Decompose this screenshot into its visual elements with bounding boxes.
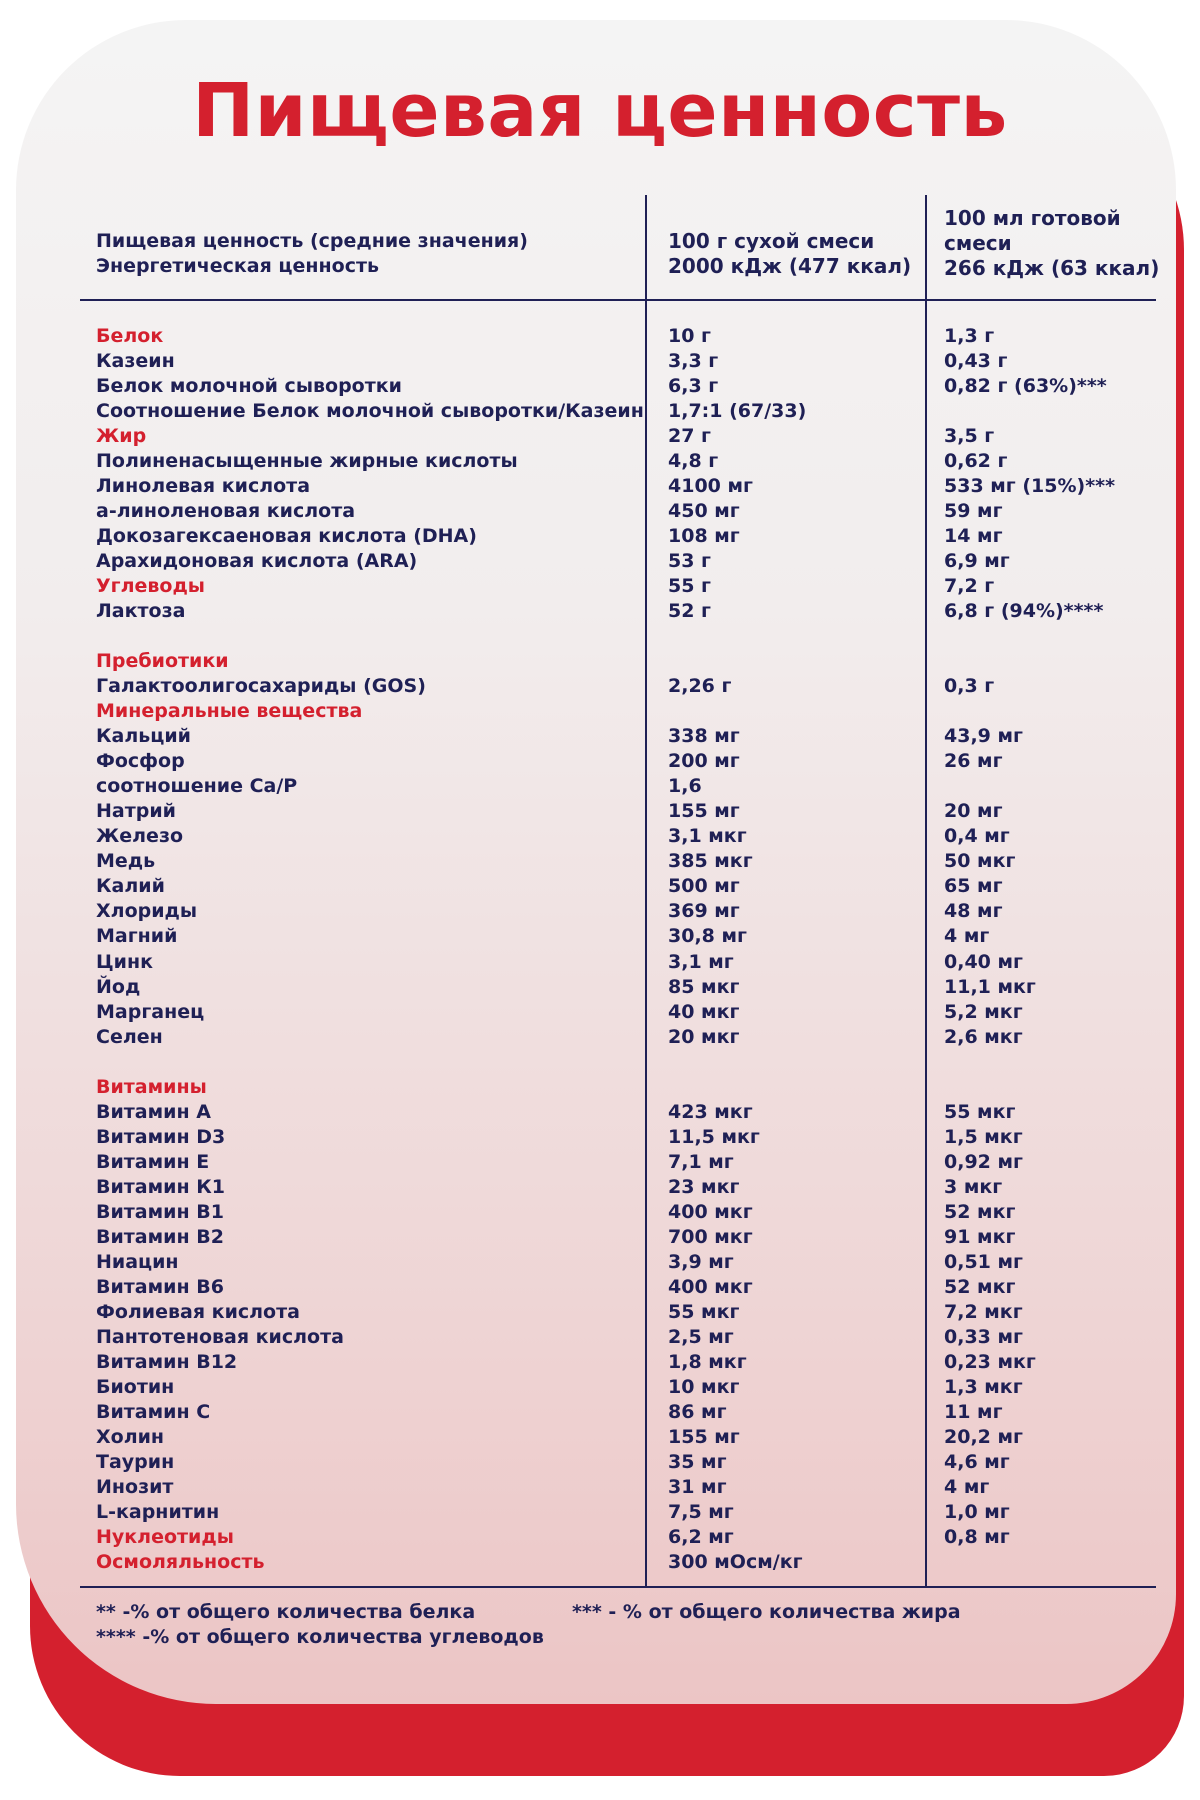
footnote-protein: ** -% от общего количества белка: [96, 1601, 476, 1623]
nutrient-name: Таурин: [96, 1451, 175, 1473]
value-ready: 55 мкг: [944, 1101, 1016, 1123]
header-divider: [80, 299, 1156, 301]
value-ready: 0,33 мг: [944, 1326, 1023, 1348]
nutrient-name: Витамин С: [96, 1401, 211, 1423]
nutrient-name: Марганец: [96, 1001, 205, 1023]
value-dry: 3,3 г: [668, 350, 719, 372]
value-dry: 155 мг: [668, 800, 740, 822]
category-label: Осмоляльность: [96, 1551, 265, 1573]
value-dry: 4100 мг: [668, 475, 753, 497]
value-ready: 11,1 мкг: [944, 976, 1036, 998]
value-dry: 3,1 мг: [668, 951, 734, 973]
value-ready: 26 мг: [944, 750, 1003, 772]
value-dry: 400 мкг: [668, 1201, 753, 1223]
value-ready: 5,2 мкг: [944, 1001, 1023, 1023]
nutrient-name: Белок молочной сыворотки: [96, 375, 402, 397]
value-ready: 0,43 г: [944, 350, 1008, 372]
value-ready: 7,2 мкг: [944, 1301, 1023, 1323]
value-ready: 0,8 мг: [944, 1526, 1010, 1548]
value-ready: 48 мг: [944, 900, 1003, 922]
category-label: Белок: [96, 325, 164, 347]
value-dry: 10 мкг: [668, 1376, 740, 1398]
nutrient-name: Холин: [96, 1426, 165, 1448]
header-col-name-line2: Энергетическая ценность: [96, 255, 379, 277]
value-dry: 35 мг: [668, 1451, 727, 1473]
nutrient-name: Биотин: [96, 1376, 175, 1398]
value-ready: 0,23 мкг: [944, 1351, 1036, 1373]
value-ready: 2,6 мкг: [944, 1026, 1023, 1048]
value-dry: 85 мкг: [668, 976, 740, 998]
value-dry: 30,8 мг: [668, 925, 747, 947]
value-dry: 385 мкг: [668, 850, 753, 872]
category-label: Углеводы: [96, 575, 205, 597]
value-dry: 1,6: [668, 775, 702, 797]
nutrient-name: Линолевая кислота: [96, 475, 311, 497]
nutrient-name: Ниацин: [96, 1251, 179, 1273]
value-dry: 2,5 мг: [668, 1326, 734, 1348]
value-ready: 4 мг: [944, 1476, 990, 1498]
header-col-name: [96, 229, 528, 279]
value-dry: 23 мкг: [668, 1176, 740, 1198]
value-dry: 423 мкг: [668, 1101, 753, 1123]
value-ready: 52 мкг: [944, 1276, 1016, 1298]
value-dry: 338 мг: [668, 725, 740, 747]
nutrient-name: Йод: [96, 976, 141, 998]
nutrient-name: Витамин В12: [96, 1351, 238, 1373]
value-ready: 0,62 г: [944, 450, 1008, 472]
value-dry: 52 г: [668, 600, 711, 622]
value-ready: 0,51 мг: [944, 1251, 1023, 1273]
value-dry: 400 мкг: [668, 1276, 753, 1298]
nutrient-name: соотношение Са/Р: [96, 775, 298, 797]
footnote-carbs: **** -% от общего количества углеводов: [96, 1626, 544, 1648]
value-ready: 65 мг: [944, 875, 1003, 897]
value-dry: 53 г: [668, 550, 711, 572]
header-col-ready-line2: смеси: [944, 231, 1012, 255]
value-ready: 0,4 мг: [944, 825, 1010, 847]
nutrient-name: Витамин В6: [96, 1276, 224, 1298]
nutrient-name: Цинк: [96, 951, 153, 973]
category-label: Пребиотики: [96, 650, 229, 672]
header-col-dry-line1: 100 г сухой смеси: [668, 229, 875, 253]
value-dry: 155 мг: [668, 1426, 740, 1448]
nutrient-name: Хлориды: [96, 900, 198, 922]
value-dry: 40 мкг: [668, 1001, 740, 1023]
value-dry: 3,1 мкг: [668, 825, 747, 847]
nutrient-name: Витамин D3: [96, 1126, 226, 1148]
value-dry: 27 г: [668, 425, 711, 447]
value-dry: 300 мОсм/кг: [668, 1551, 803, 1573]
value-dry: 20 мкг: [668, 1026, 740, 1048]
header-col-dry-line2: 2000 кДж (477 ккал): [668, 254, 912, 278]
column-divider-1: [645, 195, 647, 1587]
value-dry: 200 мг: [668, 750, 740, 772]
value-ready: 1,5 мкг: [944, 1126, 1023, 1148]
value-dry: 1,8 мкг: [668, 1351, 747, 1373]
header-col-ready-line1: 100 мл готовой: [944, 206, 1121, 230]
value-ready: 20 мг: [944, 800, 1003, 822]
value-ready: 7,2 г: [944, 575, 995, 597]
value-ready: 0,40 мг: [944, 951, 1023, 973]
header-col-ready-line3: 266 кДж (63 ккал): [944, 256, 1160, 280]
value-ready: 11 мг: [944, 1401, 1003, 1423]
value-dry: 6,3 г: [668, 375, 719, 397]
value-dry: 450 мг: [668, 500, 740, 522]
nutrient-name: Медь: [96, 850, 156, 872]
column-divider-2: [925, 195, 927, 1587]
header-col-name-line1: Пищевая ценность (средние значения): [96, 230, 528, 252]
value-dry: 700 мкг: [668, 1226, 753, 1248]
nutrient-name: Витамин К1: [96, 1176, 225, 1198]
value-ready: 59 мг: [944, 500, 1003, 522]
category-label: Витамины: [96, 1076, 207, 1098]
header-col-ready: [944, 206, 1159, 281]
nutrient-name: Галактоолигосахариды (GOS): [96, 675, 426, 697]
nutrient-name: Кальций: [96, 725, 191, 747]
value-ready: 6,8 г (94%)****: [944, 600, 1104, 622]
nutrient-name: Казеин: [96, 350, 175, 372]
value-dry: 86 мг: [668, 1401, 727, 1423]
value-dry: 4,8 г: [668, 450, 719, 472]
value-dry: 55 мкг: [668, 1301, 740, 1323]
category-label: Жир: [96, 425, 147, 447]
nutrient-name: Докозагексаеновая кислота (DHA): [96, 525, 477, 547]
value-ready: 20,2 мг: [944, 1426, 1023, 1448]
nutrient-name: Витамин В1: [96, 1201, 224, 1223]
value-dry: 2,26 г: [668, 675, 732, 697]
nutrient-name: Натрий: [96, 800, 176, 822]
value-ready: 91 мкг: [944, 1226, 1016, 1248]
value-dry: 500 мг: [668, 875, 740, 897]
value-dry: 11,5 мкг: [668, 1126, 760, 1148]
nutrient-name: Калий: [96, 875, 165, 897]
footnote-fat: *** - % от общего количества жира: [572, 1601, 961, 1623]
nutrient-name: Арахидоновая кислота (ARA): [96, 550, 418, 572]
value-dry: 7,5 мг: [668, 1501, 734, 1523]
value-dry: 55 г: [668, 575, 711, 597]
value-ready: 0,92 мг: [944, 1151, 1023, 1173]
nutrient-name: Фосфор: [96, 750, 185, 772]
nutrient-name: Витамин А: [96, 1101, 211, 1123]
value-ready: 6,9 мг: [944, 550, 1010, 572]
nutrient-name: Лактоза: [96, 600, 186, 622]
value-dry: 108 мг: [668, 525, 740, 547]
value-ready: 3 мкг: [944, 1176, 1003, 1198]
category-label: Минеральные вещества: [96, 700, 363, 722]
nutrient-name: Полиненасыщенные жирные кислоты: [96, 450, 518, 472]
nutrient-name: Пантотеновая кислота: [96, 1326, 344, 1348]
value-dry: 10 г: [668, 325, 711, 347]
value-ready: 43,9 мг: [944, 725, 1023, 747]
nutrient-name: Соотношение Белок молочной сыворотки/Казеин: [96, 400, 644, 422]
value-ready: 3,5 г: [944, 425, 995, 447]
nutrient-name: а-линоленовая кислота: [96, 500, 356, 522]
value-ready: 4 мг: [944, 925, 990, 947]
nutrient-name: Селен: [96, 1026, 163, 1048]
value-dry: 369 мг: [668, 900, 740, 922]
value-ready: 14 мг: [944, 525, 1003, 547]
value-ready: 533 мг (15%)***: [944, 475, 1115, 497]
value-ready: 50 мкг: [944, 850, 1016, 872]
value-ready: 0,82 г (63%)***: [944, 375, 1107, 397]
header-col-dry: [668, 229, 911, 279]
value-ready: 4,6 мг: [944, 1451, 1010, 1473]
value-ready: 52 мкг: [944, 1201, 1016, 1223]
value-ready: 1,3 г: [944, 325, 995, 347]
value-ready: 1,3 мкг: [944, 1376, 1023, 1398]
value-dry: 1,7:1 (67/33): [668, 400, 807, 422]
nutrient-name: Витамин В2: [96, 1226, 224, 1248]
nutrient-name: Фолиевая кислота: [96, 1301, 300, 1323]
nutrient-name: L-карнитин: [96, 1501, 220, 1523]
value-ready: 0,3 г: [944, 675, 995, 697]
value-dry: 7,1 мг: [668, 1151, 734, 1173]
nutrient-name: Инозит: [96, 1476, 174, 1498]
footer-divider: [80, 1586, 1156, 1588]
category-label: Нуклеотиды: [96, 1526, 234, 1548]
value-dry: 3,9 мг: [668, 1251, 734, 1273]
value-dry: 31 мг: [668, 1476, 727, 1498]
nutrient-name: Железо: [96, 825, 184, 847]
nutrient-name: Магний: [96, 925, 178, 947]
value-dry: 6,2 мг: [668, 1526, 734, 1548]
page-title: Пищевая ценность: [192, 68, 1008, 154]
nutrient-name: Витамин Е: [96, 1151, 210, 1173]
value-ready: 1,0 мг: [944, 1501, 1010, 1523]
